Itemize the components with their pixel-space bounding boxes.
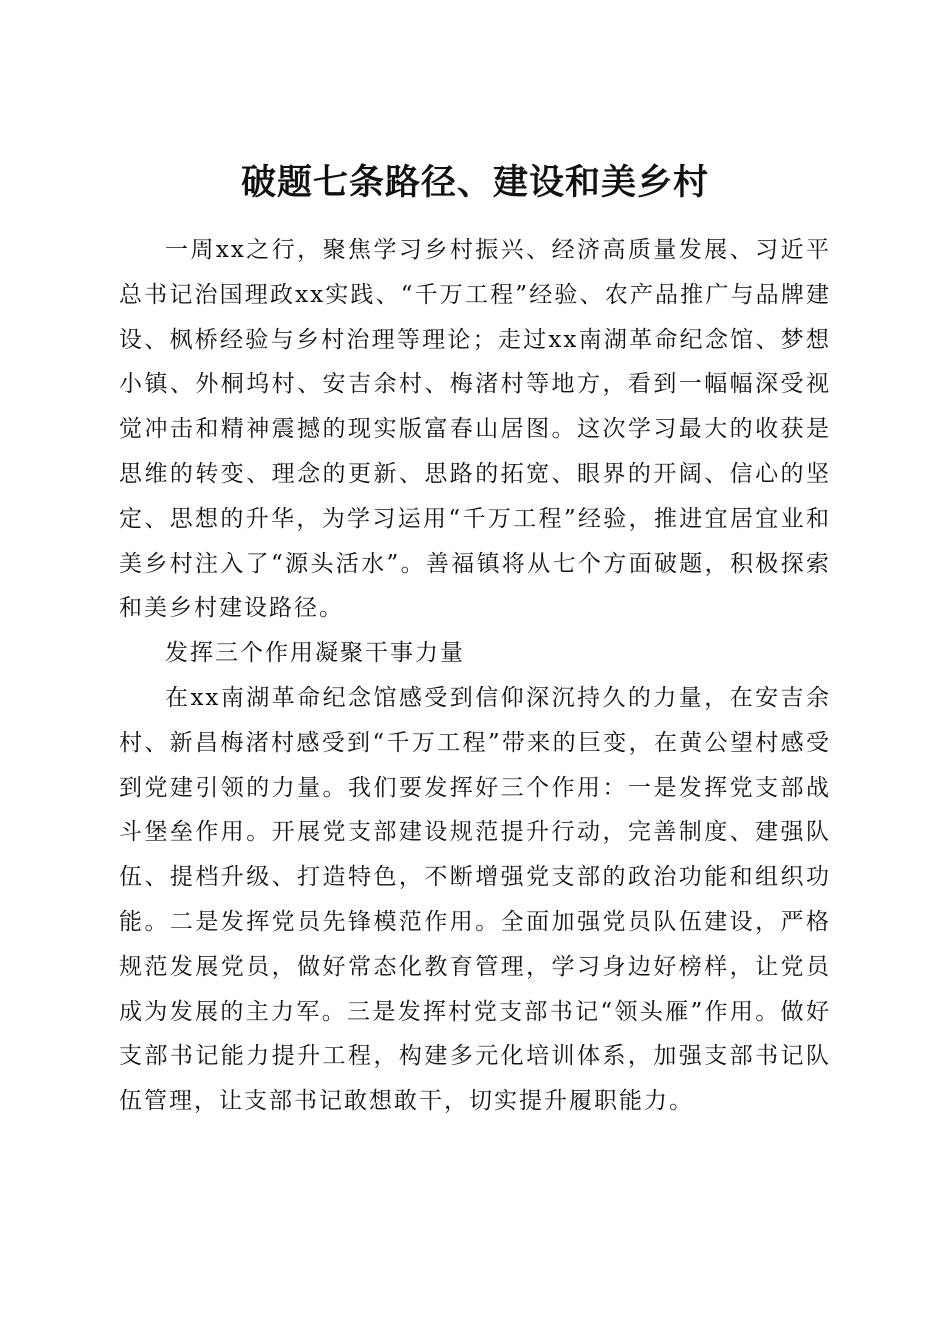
section-heading: 发挥三个作用凝聚干事力量 xyxy=(165,640,465,667)
document-title: 破题七条路径、建设和美乡村 xyxy=(240,162,709,204)
document-body xyxy=(119,228,831,1124)
intro-paragraph: 一周xx之行，聚焦学习乡村振兴、经济高质量发展、习近平总书记治国理政xx实践、“千万工程”经验、农产品推广与品牌建设、枫桥经验与乡村治理等理论；走过xx南湖革命纪念馆、梦想小镇、外桐坞村、安吉余村、梅渚村等地方，看到一幅幅深受视觉冲击和精神震撼的现实版富春山居图。这次学习最大的收获是思维的转变、理念的更新、思路的拓宽、眼界的开阔、信心的坚定、思想的升华，为学习运用“千万工程”经验，推进宜居宜业和美乡村注入了“源头活水”。善福镇将从七个方面破题，积极探索和美乡村建设路径。 xyxy=(119,237,831,622)
section-paragraph: 在xx南湖革命纪念馆感受到信仰深沉持久的力量，在安吉余村、新昌梅渚村感受到“千万工程”带来的巨变，在黄公望村感受到党建引领的力量。我们要发挥好三个作用：一是发挥党支部战斗堡垒作用。开展党支部建设规范提升行动，完善制度、建强队伍、提档升级、打造特色，不断增强党支部的政治功能和组织功能。二是发挥党员先锋模范作用。全面加强党员队伍建设，严格规范发展党员，做好常态化教育管理，学习身边好榜样，让党员成为发展的主力军。三是发挥村党支部书记“领头雁”作用。做好支部书记能力提升工程，构建多元化培训体系，加强支部书记队伍管理，让支部书记敢想敢干，切实提升履职能力。 xyxy=(119,684,831,1115)
